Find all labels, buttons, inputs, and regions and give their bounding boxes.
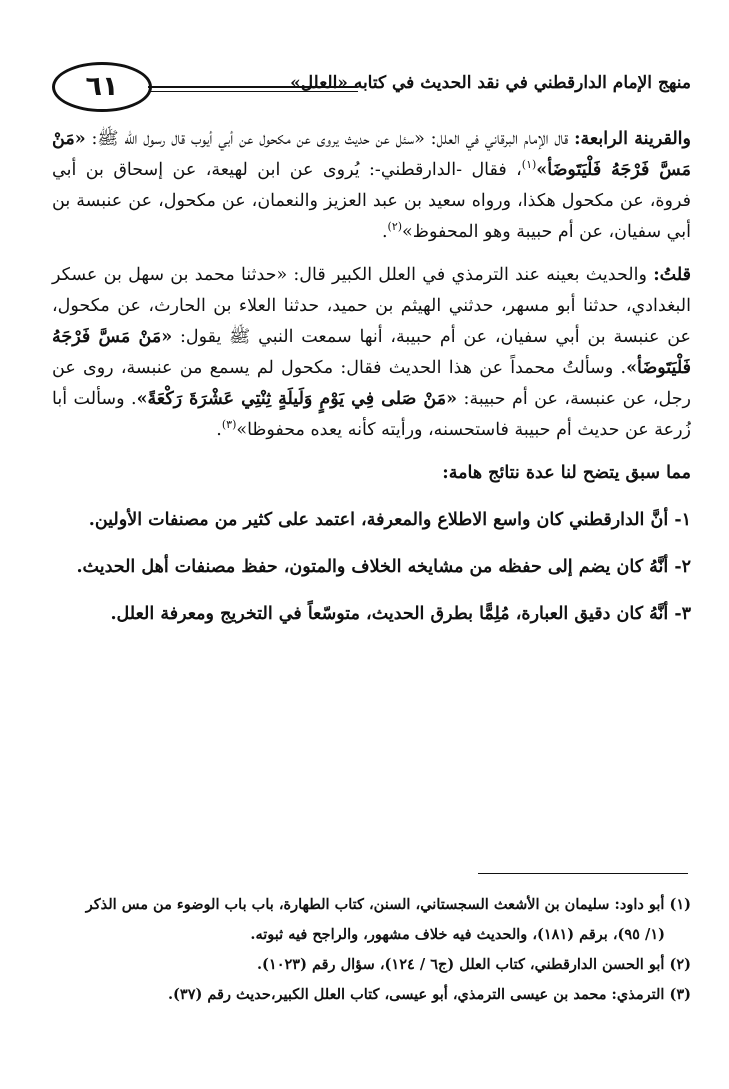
footnote-ref[interactable]: (١) xyxy=(521,158,537,172)
text-segment: . وسألت أبا زُرعة عن حديث أم حبيبة فاستحسنه، ورأيته كأنه يعده محفوظا» xyxy=(52,389,691,440)
result-item: ٣- أنَّهُ كان دقيق العبارة، مُلِمًّا بطرق الحديث، متوسّعاً في التخريج ومعرفة العلل. xyxy=(110,604,691,624)
text-segment: . xyxy=(216,420,222,440)
result-item: ١- أنَّ الدارقطني كان واسع الاطلاع والمعرفة، اعتمد على كثير من مصنفات الأولين. xyxy=(88,510,691,530)
paragraph-fourth-indicator xyxy=(52,124,691,248)
text-segment: . وسألتُ محمداً عن هذا الحديث فقال: مكحول لم يسمع من عنبسة، روى عن رجل، عن عنبسة، عن أم حبيبة: xyxy=(52,358,692,409)
result-item: ٢- أنَّهُ كان يضم إلى حفظه من مشايخه الخلاف والمتون، حفظ مصنفات أهل الحديث. xyxy=(76,557,691,577)
footnote-2: (٢) أبو الحسن الدارقطني، كتاب العلل (ج٦ / ١٢٤)، سؤال رقم (١٠٢٣). xyxy=(256,956,691,973)
footnote-separator xyxy=(478,873,688,874)
hadith-quote: «مَنْ مَسَّ فَرْجَهُ فَلْيَتَوضَأ» xyxy=(52,327,691,378)
footnote-ref[interactable]: (٢) xyxy=(387,220,403,234)
footnote-ref[interactable]: (٣) xyxy=(221,418,237,432)
footnote-1: (١) أبو داود: سليمان بن الأشعث السجستاني، السنن، كتاب الطهارة، باب باب الوضوء من مس الذكر xyxy=(85,896,691,913)
text-segment: قال الإمام البرقاني في العلل: «سئل عن حديث يروى عن مكحول عن أبي أيوب قال رسول الله ﷺ: xyxy=(85,129,575,149)
footnotes xyxy=(52,890,691,1010)
text-segment: ، فقال -الدارقطني-: يُروى عن ابن لهيعة، عن إسحاق بن أبي فروة، عن مكحول هكذا، ورواه سعيد بن عبد العزيز والنعمان، عن مكحول، عن عنبسة بن أبي سفيان، عن أم حبيبة وهو المحفوظ» xyxy=(52,160,691,242)
book-title: منهج الإمام الدارقطني في نقد الحديث في كتابه «العلل» xyxy=(290,73,691,93)
footnote-3: (٣) الترمذي: محمد بن عيسى الترمذي، أبو عيسى، كتاب العلل الكبير،حديث رقم (٣٧). xyxy=(167,986,691,1003)
paragraph-lead: قلتُ: xyxy=(653,265,691,285)
paragraph-lead: والقرينة الرابعة: xyxy=(574,129,691,149)
text-segment: والحديث بعينه عند الترمذي في العلل الكبير قال: «حدثنا محمد بن سهل بن عسكر البغدادي، حدثنا أبو مسهر، حدثني الهيثم بن حميد، حدثنا العلاء بن الحارث، عن مكحول، عن عنبسة بن أبي سفيان، عن أم حبيبة، أنها سمعت النبي ﷺ يقول: xyxy=(52,265,691,347)
text-segment: . xyxy=(381,222,388,242)
hadith-quote: «مَنْ مَسَّ فَرْجَهُ فَلْيَتَوضَأ» xyxy=(52,129,691,180)
page-header xyxy=(52,56,691,112)
page-number: ٦١ xyxy=(52,62,152,112)
main-text xyxy=(52,124,691,630)
hadith-quote: «مَنْ صَلى فِي يَوْمٍ وَلَيلَةٍ ثِنْتِي عَشْرَةَ رَكْعَةً» xyxy=(136,389,458,409)
footnote-1-continued: (١/ ٩٥)، برقم (١٨١)، والحديث فيه خلاف مشهور، والراجح فيه ثبوته. xyxy=(250,926,665,943)
conclusion-heading: مما سبق يتضح لنا عدة نتائج هامة: xyxy=(442,463,691,483)
paragraph-tirmidhi xyxy=(52,260,691,446)
